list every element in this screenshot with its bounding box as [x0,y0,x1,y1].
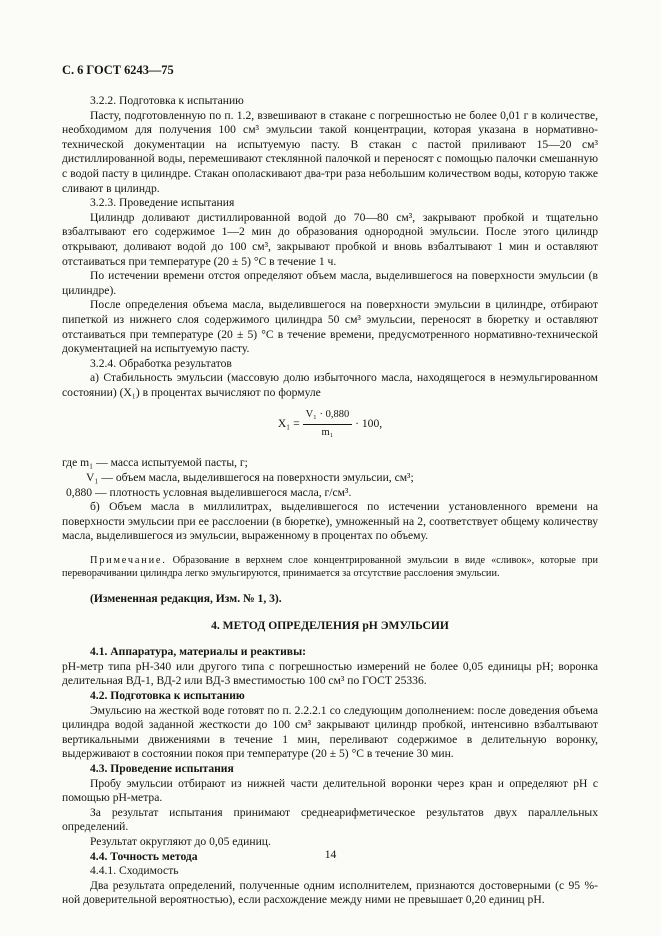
formula-legend [62,456,598,500]
subsection-heading-4-2: 4.2. Подготовка к испытанию [90,689,245,702]
subsection-heading-4-4: 4.4. Точность метода [90,849,198,863]
legend-symbol: где m₁ [62,456,94,470]
subsection-heading-3-2-2: 3.2.2. Подготовка к испытанию [90,94,244,107]
formula-denominator: m₁ [321,427,334,439]
paragraph: Результат округляют до 0,05 единиц. [90,834,271,848]
edition-note: (Измененная редакция, Изм. № 1, 3). [90,592,282,606]
legend-row [62,486,598,501]
legend-row [62,456,598,471]
legend-symbol: V₁ [86,471,99,485]
subsection-heading-4-1: 4.1. Аппаратура, материалы и реактивы: [90,645,306,659]
page-number: 14 [324,848,337,861]
paragraph: рН-метр типа рН-340 или другого типа с погрешностью измерений не более 0,05 единицы рН; воронка делительная ВД-1, ВД-2 или ВД-3 вместимостью 100 см³ по ГОСТ 25336. [62,659,598,688]
legend-text: — плотность условная выделившегося масла, г/см³. [95,485,352,499]
legend-text: — масса испытуемой пасты, г; [96,456,248,470]
legend-symbol: 0,880 [66,485,93,499]
paragraph: За результат испытания принимают среднеарифметическое результатов двух параллельных определений. [62,805,598,834]
subsection-heading-4-4-1: 4.4.1. Сходимость [90,864,179,878]
formula-rhs: · 100, [355,417,383,431]
page-header: С. 6 ГОСТ 6243—75 [62,63,174,77]
formula-fraction [303,408,353,440]
paragraph: Пасту, подготовленную по п. 1.2, взвешивают в стакане с погрешностью не более 0,01 г в количестве, необходимом для получения 100 см³ эмульсии такой концентрации, которая указана в нормативно-технической документации на испытуемую пасту. В стакан с пастой приливают 15—20 см³ дистиллированной воды, перемешивают стеклянной палочкой и переносят с помощью палочки смешанную с водой пасту в цилиндре. Стакан ополаскивают два-три раза небольшим количеством воды, которую также сливают в цилиндр. [62,108,598,195]
note-text: Образование в верхнем слое концентрированной эмульсии в виде «сливок», которые при переворачивании цилиндра легко эмульгируются, принимается за отсутствие расслоения эмульсии. [62,555,599,580]
paragraph: По истечении времени отстоя определяют объем масла, выделившегося на поверхности эмульсии (в цилиндре). [62,269,598,297]
subsection-heading-4-3: 4.3. Проведение испытания [90,761,234,775]
paragraph: б) Объем масла в миллилитрах, выделившегося по истечении установленного времени на поверхности эмульсии при ее расслоении (в бюретке), умноженный на 2, соответствует общему количеству масла, выделившегося из эмульсии, выраженному в процентах по объему. [62,500,598,543]
paragraph: После определения объема масла, выделившегося на поверхности эмульсии в цилиндре, отбирают пипеткой из нижнего слоя содержимого цилиндра 50 см³ эмульсии, переносят в бюретку и оставляют отстаиваться при температуре (20 ± 5) °С в течение времени, предусмотренного нормативно-технической документацией на испытуемую пасту. [62,298,598,356]
subsection-heading-3-2-4: 3.2.4. Обработка результатов [90,356,232,370]
legend-text: — объем масла, выделившегося на поверхности эмульсии, см³; [101,471,414,485]
paragraph: Эмульсию на жесткой воде готовят по п. 2.2.2.1 со следующим дополнением: после доведения объема цилиндра водой заданной жесткости до 100 см³ закрывают цилиндр пробкой, интенсивно взбалтывают вертикальными движениями в течение 1 мин, переливают содержимое в делительную воронку, выдерживают в состоянии покоя при температуре (20 ± 5) °С в течение 30 мин. [62,703,598,761]
formula-numerator: V₁ · 0,880 [303,408,353,425]
legend-row [62,471,598,486]
formula [62,408,598,446]
document-body [62,94,598,908]
formula-lhs: X₁ = [277,417,300,431]
paragraph: Цилиндр доливают дистиллированной водой до 70—80 см³, закрывают пробкой и тщательно взбалтывают его содержимое 1—2 мин до образования однородной эмульсии. После этого цилиндр открывают, доливают водой до 100 см³, закрывают пробкой и вновь взбалтывают 1 мин и оставляют отстаиваться при температуре (20 ± 5) °С в течение 1 ч. [62,210,598,268]
note-label: Примечание. [90,555,167,567]
note [62,554,598,580]
paragraph: Пробу эмульсии отбирают из нижней части делительной воронки через кран и определяют рН с помощью рН-метра. [62,776,598,805]
section-title: 4. МЕТОД ОПРЕДЕЛЕНИЯ рН ЭМУЛЬСИИ [211,618,449,632]
subsection-heading-3-2-3: 3.2.3. Проведение испытания [90,196,235,210]
paragraph: Два результата определений, полученные одним исполнителем, признаются достоверными (с 95 %-ной доверительной вероятностью), если расхождение между ними не превышает 0,20 единиц рН. [62,878,598,907]
paragraph: а) Стабильность эмульсии (массовую долю избыточного масла, находящегося в неэмульгированном состоянии) (X₁) в процентах вычисляют по формуле [62,371,598,399]
